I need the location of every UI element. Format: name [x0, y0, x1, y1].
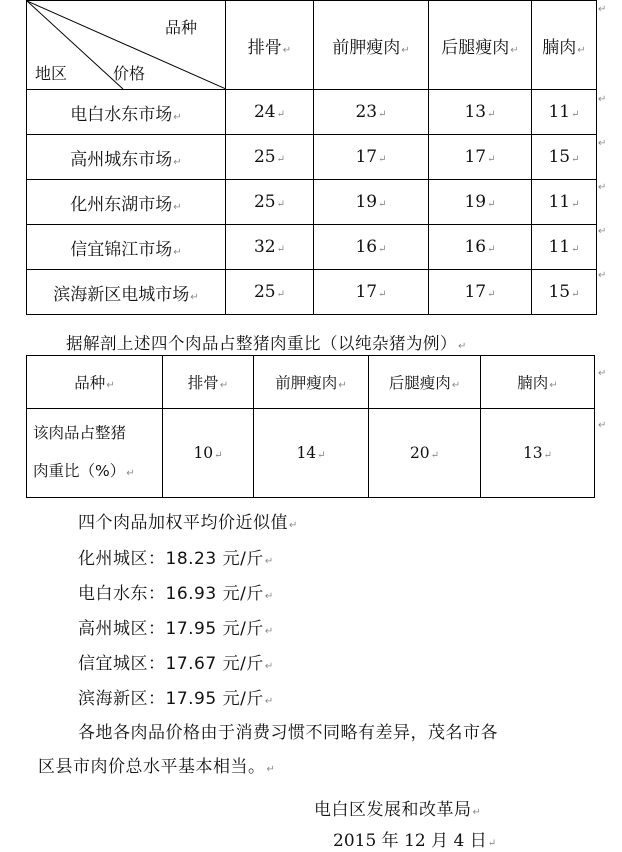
share-row-label-line1: 该肉品占整猪 — [33, 423, 127, 442]
column-header-cell: 排骨↵ — [226, 1, 314, 90]
weighted-price-text: 高州城区：17.95 元/斤 — [78, 619, 264, 639]
share-column-label: 腩肉 — [517, 374, 549, 392]
share-value: 13 — [522, 444, 543, 462]
price-cell: 15↵ — [532, 135, 597, 180]
price-cell: 23↵ — [314, 90, 429, 135]
price-value: 19 — [355, 192, 378, 212]
table-row — [27, 90, 597, 135]
price-cell: 15↵ — [532, 270, 597, 315]
share-value-cell: 10↵ — [163, 409, 254, 498]
price-value: 15 — [548, 282, 571, 302]
price-value: 16 — [355, 237, 378, 257]
weighted-price-line: 滨海新区：17.95 元/斤↵ — [78, 689, 274, 709]
price-cell: 17↵ — [429, 270, 532, 315]
market-name: 化州东湖市场 — [70, 194, 173, 215]
market-name: 信宜锦江市场 — [70, 239, 173, 260]
price-value: 17 — [355, 282, 378, 302]
share-header-label: 品种 — [74, 374, 106, 392]
weighted-price-text: 信宜城区：17.67 元/斤 — [78, 654, 264, 674]
weighted-price-line: 信宜城区：17.67 元/斤↵ — [78, 654, 274, 674]
summary-line-2: 区县市肉价总水平基本相当。↵ — [38, 757, 276, 777]
table-row — [27, 225, 597, 270]
share-value-cell: 13↵ — [481, 409, 595, 498]
share-value: 14 — [296, 444, 317, 462]
paragraph-mark: ↵ — [598, 4, 607, 15]
corner-header-cell — [27, 1, 226, 90]
market-name: 电白水东市场 — [70, 104, 173, 125]
price-cell: 11↵ — [532, 180, 597, 225]
price-value: 25 — [253, 282, 276, 302]
column-header-cell: 腩肉↵ — [532, 1, 597, 90]
signature: 电白区发展和改革局↵ — [314, 800, 482, 820]
weighted-price-line: 高州城区：17.95 元/斤↵ — [78, 619, 274, 639]
price-cell: 17↵ — [429, 135, 532, 180]
price-table — [26, 0, 597, 315]
price-cell: 19↵ — [429, 180, 532, 225]
price-value: 23 — [355, 102, 378, 122]
price-value: 17 — [355, 147, 378, 167]
market-cell: 高州城东市场↵ — [27, 135, 226, 180]
price-cell: 11↵ — [532, 90, 597, 135]
share-value: 20 — [409, 444, 430, 462]
share-value-cell: 20↵ — [369, 409, 481, 498]
price-table-header-row — [27, 1, 597, 90]
share-value-row — [27, 409, 595, 498]
price-value: 32 — [253, 237, 276, 257]
price-cell: 17↵ — [314, 270, 429, 315]
price-cell: 16↵ — [429, 225, 532, 270]
signature-text: 电白区发展和改革局 — [314, 800, 472, 820]
price-cell: 17↵ — [314, 135, 429, 180]
price-cell: 11↵ — [532, 225, 597, 270]
paragraph-mark: ↵ — [598, 420, 607, 431]
market-cell: 化州东湖市场↵ — [27, 180, 226, 225]
price-cell: 24↵ — [226, 90, 314, 135]
summary-text-2: 区县市肉价总水平基本相当。 — [38, 757, 266, 777]
column-header-cell: 前胛瘦肉↵ — [314, 1, 429, 90]
price-value: 13 — [464, 102, 487, 122]
weighted-price-text: 化州城区：18.23 元/斤 — [78, 549, 264, 569]
price-cell: 25↵ — [226, 270, 314, 315]
price-value: 17 — [464, 282, 487, 302]
corner-variety-label: 品种 — [165, 18, 198, 37]
column-header-label: 排骨 — [247, 37, 282, 58]
paragraph-mark: ↵ — [598, 368, 607, 379]
weighted-price-line: 化州城区：18.23 元/斤↵ — [78, 549, 274, 569]
corner-region-label: 地区 — [35, 64, 68, 83]
price-value: 11 — [548, 192, 571, 212]
weighted-title: 四个肉品加权平均价近似值↵ — [78, 513, 298, 533]
share-column-label: 前胛瘦肉 — [275, 374, 338, 392]
date-text: 2015 年 12 月 4 日 — [333, 831, 487, 851]
column-header-label: 前胛瘦肉 — [332, 37, 401, 58]
paragraph-mark: ↵ — [598, 94, 607, 105]
share-column-header-cell: 后腿瘦肉↵ — [369, 356, 481, 409]
paragraph-mark: ↵ — [598, 138, 607, 149]
paragraph-mark: ↵ — [598, 182, 607, 193]
market-name: 滨海新区电城市场 — [53, 284, 190, 305]
table-row — [27, 270, 597, 315]
corner-price-label: 价格 — [113, 64, 146, 83]
summary-text-1: 各地各肉品价格由于消费习惯不同略有差异，茂名市各 — [78, 723, 498, 743]
price-cell: 25↵ — [226, 135, 314, 180]
price-value: 11 — [548, 237, 571, 257]
summary-line-1 — [78, 718, 498, 743]
price-cell: 13↵ — [429, 90, 532, 135]
market-cell: 滨海新区电城市场↵ — [27, 270, 226, 315]
paragraph-mark: ↵ — [598, 226, 607, 237]
column-header-label: 后腿瘦肉 — [441, 37, 510, 58]
price-value: 25 — [253, 147, 276, 167]
document-date: 2015 年 12 月 4 日↵ — [333, 831, 497, 851]
weighted-price-text: 滨海新区：17.95 元/斤 — [78, 689, 264, 709]
share-value-cell: 14↵ — [254, 409, 369, 498]
share-column-header-cell: 前胛瘦肉↵ — [254, 356, 369, 409]
share-caption-text: 据解剖上述四个肉品占整猪肉重比（以纯杂猪为例） — [66, 334, 457, 353]
price-cell: 19↵ — [314, 180, 429, 225]
price-cell: 25↵ — [226, 180, 314, 225]
table-row — [27, 135, 597, 180]
column-header-label: 腩肉 — [542, 37, 577, 58]
paragraph-mark: ↵ — [598, 270, 607, 281]
share-header-label-cell: 品种↵ — [27, 356, 163, 409]
weighted-title-text: 四个肉品加权平均价近似值 — [78, 513, 288, 533]
price-value: 24 — [253, 102, 276, 122]
share-value: 10 — [193, 444, 214, 462]
column-header-cell: 后腿瘦肉↵ — [429, 1, 532, 90]
price-value: 19 — [464, 192, 487, 212]
price-value: 16 — [464, 237, 487, 257]
market-cell: 电白水东市场↵ — [27, 90, 226, 135]
weighted-price-text: 电白水东：16.93 元/斤 — [78, 584, 264, 604]
price-cell: 32↵ — [226, 225, 314, 270]
market-name: 高州城东市场 — [70, 149, 173, 170]
market-cell: 信宜锦江市场↵ — [27, 225, 226, 270]
table-row — [27, 180, 597, 225]
share-column-label: 后腿瘦肉 — [388, 374, 451, 392]
share-column-header-cell: 排骨↵ — [163, 356, 254, 409]
share-caption: 据解剖上述四个肉品占整猪肉重比（以纯杂猪为例）↵ — [66, 334, 467, 353]
price-cell: 16↵ — [314, 225, 429, 270]
share-row-label-line2: 肉重比（%） — [33, 461, 126, 480]
price-value: 17 — [464, 147, 487, 167]
share-table — [26, 355, 595, 498]
share-header-row — [27, 356, 595, 409]
price-value: 11 — [548, 102, 571, 122]
share-column-label: 排骨 — [187, 374, 219, 392]
share-row-label-cell: 该肉品占整猪 肉重比（%）↵ — [27, 409, 163, 498]
price-value: 25 — [253, 192, 276, 212]
price-value: 15 — [548, 147, 571, 167]
share-column-header-cell: 腩肉↵ — [481, 356, 595, 409]
weighted-price-line: 电白水东：16.93 元/斤↵ — [78, 584, 274, 604]
